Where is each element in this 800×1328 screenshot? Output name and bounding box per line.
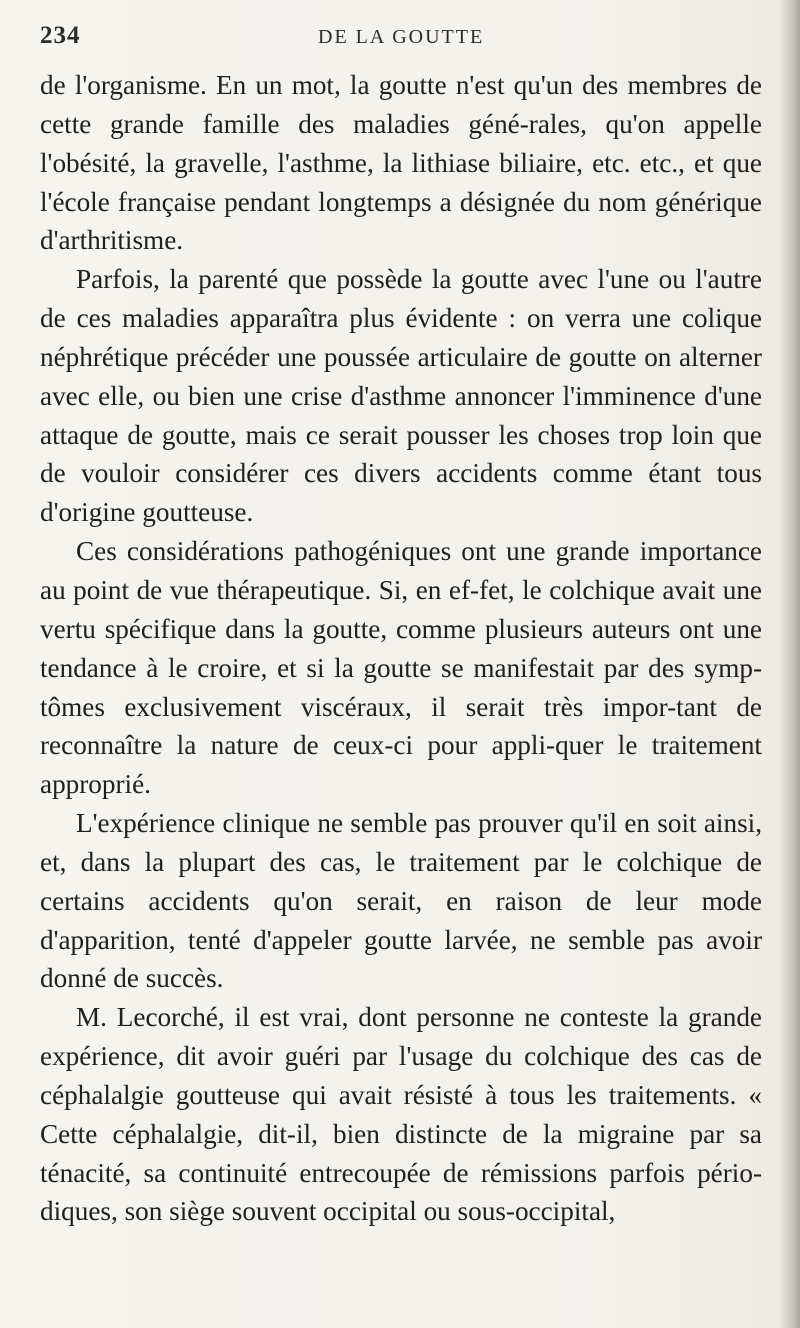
page-header (36, 22, 766, 62)
paragraph: Ces considérations pathogéniques ont une grande importance au point de vue thérapeutique. Si, en ef-fet, le colchique avait une vertu spécifique dans la goutte, comme plusieurs auteurs ont une tendance à le croire, et si la goutte se manifestait par des symp-tômes exclusivement viscéraux, il serait très impor-tant de reconnaître la nature de ceux-ci pour appli-quer le traitement approprié. (40, 536, 762, 800)
paragraph: Parfois, la parenté que possède la goutte avec l'une ou l'autre de ces maladies apparaîtra plus évidente : on verra une colique néphrétique précéder une poussée articulaire de goutte on alterner avec elle, ou bien une crise d'asthme annoncer l'imminence d'une attaque de goutte, mais ce serait pousser les choses trop loin que de vouloir considérer ces divers accidents comme étant tous d'origine goutteuse. (40, 264, 762, 528)
body-text (40, 66, 762, 1231)
page-edge-shadow (778, 0, 800, 1328)
paragraph: L'expérience clinique ne semble pas prouver qu'il en soit ainsi, et, dans la plupart des cas, le traitement par le colchique de certains accidents qu'on serait, en raison de leur mode d'apparition, tenté d'appeler goutte larvée, ne semble pas avoir donné de succès. (40, 808, 762, 994)
paragraph: de l'organisme. En un mot, la goutte n'est qu'un des membres de cette grande famille des maladies géné-rales, qu'on appelle l'obésité, la gravelle, l'asthme, la lithiase biliaire, etc. etc., et que l'école française pendant longtemps a désignée du nom générique d'arthritisme. (40, 70, 762, 256)
running-head: DE LA GOUTTE (318, 26, 485, 48)
paragraph: M. Lecorché, il est vrai, dont personne ne conteste la grande expérience, dit avoir guéri par l'usage du colchique des cas de céphalalgie goutteuse qui avait résisté à tous les traitements. « Cette céphalalgie, dit-il, bien distincte de la migraine par sa ténacité, sa continuité entrecoupée de rémissions parfois pério-diques, son siège souvent occipital ou sous-occipital, (40, 1002, 762, 1227)
page-number: 234 (40, 22, 81, 49)
